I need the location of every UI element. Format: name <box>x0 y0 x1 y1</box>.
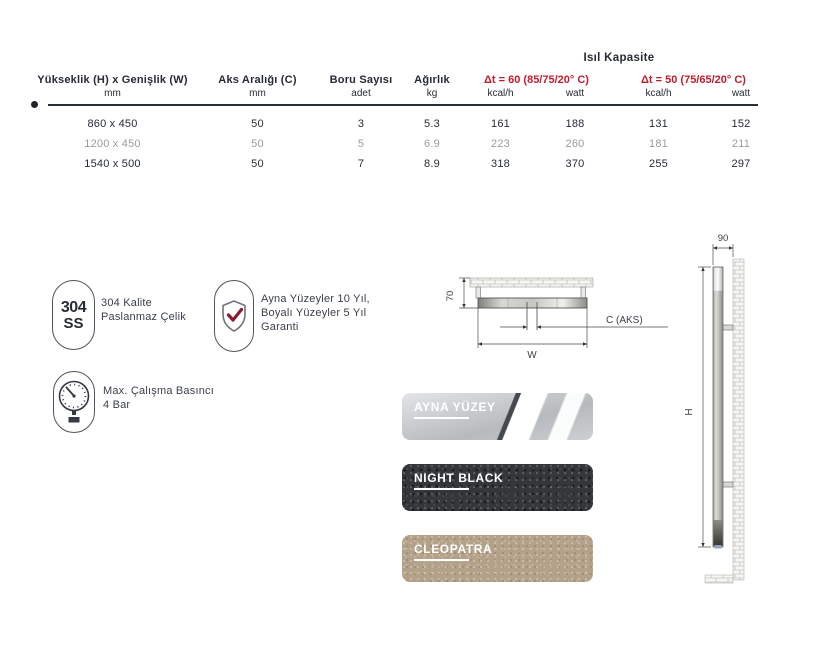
table-cell: 211 <box>731 138 751 150</box>
unit-kg: kg <box>426 88 438 99</box>
badge-304-text: 304 <box>60 298 87 316</box>
unit-kcalh: kcal/h <box>487 88 514 99</box>
floor-section <box>705 575 733 583</box>
table-cell: 50 <box>251 118 264 130</box>
radiator-panel-side <box>713 267 723 547</box>
table-header-rule <box>30 104 776 114</box>
gauge-unit-label: bar <box>71 417 77 423</box>
table-cell: 161 <box>491 118 510 130</box>
bracket <box>723 325 733 330</box>
warranty-badge <box>214 280 254 352</box>
table-cell: 1200 x 450 <box>84 138 141 150</box>
group-header-thermal-capacity: Isıl Kapasite <box>583 52 655 64</box>
table-cell: 860 x 450 <box>87 118 138 130</box>
col-header-dt60: Δt = 60 (85/75/20° C) <box>484 74 589 86</box>
bracket <box>476 287 481 298</box>
radiator-panel-top <box>478 298 587 308</box>
bullet-marker <box>31 101 38 108</box>
swatch-label: NIGHT BLACK <box>414 471 504 485</box>
swatch-label-underline <box>414 417 469 419</box>
col-header-size: Yükseklik (H) x Genişlik (W) <box>37 74 188 86</box>
shield-check-icon <box>220 299 248 333</box>
dim-c-aks-label: C (AKS) <box>606 315 643 326</box>
stainless-steel-badge <box>52 280 95 350</box>
pressure-label: Max. Çalışma Basıncı 4 Bar <box>103 385 214 411</box>
bracket <box>723 482 733 487</box>
table-cell: 260 <box>565 138 585 150</box>
unit-adet: adet <box>351 88 371 99</box>
swatch-label: AYNA YÜZEY <box>414 400 496 414</box>
warranty-label: Ayna Yüzeyler 10 Yıl, Boyalı Yüzeyler 5 Yıl Garanti <box>261 293 370 333</box>
swatch-label-underline <box>414 559 469 561</box>
capacity-table <box>30 46 776 174</box>
header-divider-line <box>48 104 758 106</box>
col-header-dt50: Δt = 50 (75/65/20° C) <box>641 74 746 86</box>
dim-90-label: 90 <box>717 233 729 244</box>
table-cell: 181 <box>649 138 668 150</box>
table-cell: 131 <box>649 118 668 130</box>
unit-watt: watt <box>731 88 751 99</box>
unit-mm: mm <box>249 88 266 99</box>
table-cell: 5.3 <box>424 118 440 130</box>
table-cell: 7 <box>357 158 365 170</box>
col-header-axis-spacing: Aks Aralığı (C) <box>218 74 297 86</box>
pressure-badge <box>53 371 95 433</box>
table-cell: 370 <box>565 158 585 170</box>
swatch-night-black <box>402 464 593 511</box>
wall-section <box>733 259 744 580</box>
table-cell: 297 <box>731 158 751 170</box>
table-cell: 152 <box>731 118 751 130</box>
table-cell: 50 <box>251 138 264 150</box>
table-cell: 188 <box>565 118 585 130</box>
table-cell: 1540 x 500 <box>84 158 141 170</box>
swatch-cleopatra <box>402 535 593 582</box>
swatch-label-underline <box>414 488 469 490</box>
unit-mm: mm <box>104 88 121 99</box>
table-cell: 50 <box>251 158 264 170</box>
side-view-drawing <box>683 230 778 592</box>
table-cell: 318 <box>491 158 510 170</box>
pressure-gauge-icon <box>56 378 92 426</box>
unit-kcalh: kcal/h <box>645 88 672 99</box>
dim-70-label: 70 <box>445 290 456 302</box>
table-cell: 6.9 <box>424 138 440 150</box>
swatch-label: CLEOPATRA <box>414 542 493 556</box>
col-header-weight: Ağırlık <box>414 74 450 86</box>
col-header-pipe-count: Boru Sayısı <box>329 74 393 86</box>
table-cell: 223 <box>491 138 510 150</box>
panel-top-cap <box>714 268 723 291</box>
table-cell: 255 <box>649 158 668 170</box>
table-cell: 8.9 <box>424 158 440 170</box>
bracket <box>581 287 586 298</box>
badge-ss-text: SS <box>63 314 84 332</box>
stainless-steel-label: 304 Kalite Paslanmaz Çelik <box>101 297 186 323</box>
table-cell: 3 <box>357 118 365 130</box>
unit-watt: watt <box>565 88 585 99</box>
swatch-mirror-surface <box>402 393 593 440</box>
dim-w-label: W <box>527 350 537 361</box>
panel-bottom-section <box>714 520 723 546</box>
wall-section <box>470 278 593 287</box>
table-cell: 5 <box>357 138 365 150</box>
top-view-drawing <box>438 260 673 362</box>
dim-h-label: H <box>684 408 695 416</box>
panel-bottom-valve <box>715 545 722 549</box>
